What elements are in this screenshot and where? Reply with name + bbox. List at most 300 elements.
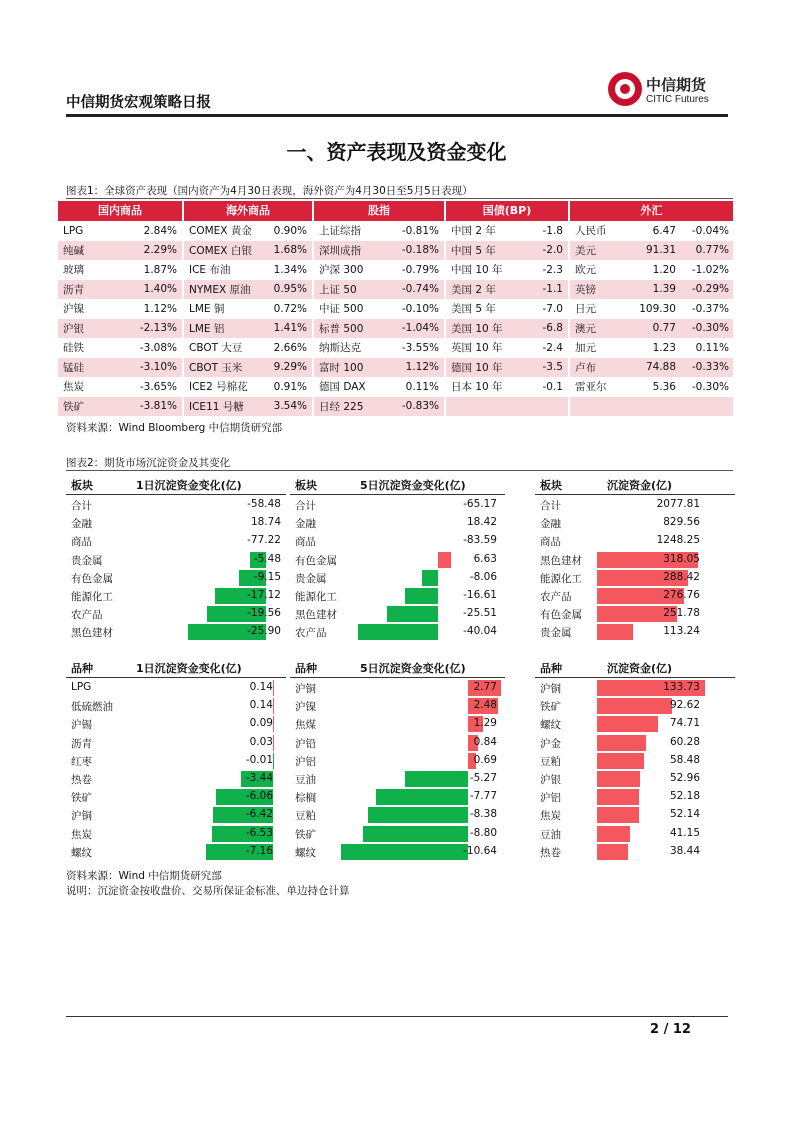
- row-value: 829.56: [663, 516, 700, 529]
- panel-row: [535, 843, 735, 861]
- panel-row: [66, 514, 286, 532]
- panel-header-rule: [66, 677, 286, 678]
- row-value: 1.41%: [273, 322, 307, 335]
- panel-row: [535, 532, 735, 550]
- panel-row: [290, 532, 505, 550]
- citic-logo: [608, 70, 728, 110]
- row-value: -6.8: [542, 322, 563, 335]
- row-label: LME 铝: [189, 322, 225, 335]
- panel-row: [290, 605, 505, 623]
- row-label: 沪锡: [71, 719, 92, 732]
- row-value: 1.87%: [143, 263, 177, 276]
- value-bar: [597, 753, 644, 769]
- row-label: 商品: [71, 536, 92, 549]
- row-value: 0.72%: [273, 302, 307, 315]
- panel-row: [66, 825, 286, 843]
- row-value: 1.40%: [143, 283, 177, 296]
- row-label: 热卷: [540, 846, 561, 859]
- row-label: 日本 10 年: [451, 381, 503, 394]
- row-label: 沥青: [71, 737, 92, 750]
- row-value: 74.71: [669, 717, 700, 730]
- row-value: -3.5: [542, 361, 563, 374]
- fx-rate: 0.77: [652, 322, 676, 335]
- table-row: [58, 358, 182, 378]
- table-row: [446, 241, 568, 261]
- fx-rate: 1.23: [652, 341, 676, 354]
- table-row: [58, 319, 182, 339]
- row-value: 288.42: [663, 570, 700, 583]
- row-label: 商品: [540, 536, 561, 549]
- panel-row: [66, 752, 286, 770]
- row-label: 焦炭: [540, 810, 561, 823]
- panel-col1-header: 品种: [71, 662, 93, 675]
- row-label: 铁矿: [71, 792, 92, 805]
- value-bar: [341, 844, 468, 860]
- row-label: 豆粕: [295, 810, 316, 823]
- fx-change: 0.77%: [695, 244, 729, 257]
- row-value: -7.77: [469, 790, 497, 803]
- row-value: 0.69: [473, 753, 497, 766]
- row-label: 上证综指: [319, 225, 361, 238]
- table-row: [184, 358, 312, 378]
- row-label: ICE2 号棉花: [189, 381, 248, 394]
- table-row: [184, 299, 312, 319]
- row-label: 合计: [71, 500, 92, 512]
- fx-rate: 6.47: [652, 224, 676, 237]
- table-row: [184, 260, 312, 280]
- panel-row: [66, 843, 286, 861]
- row-label: COMEX 白银: [189, 244, 252, 257]
- panel-row: [535, 587, 735, 605]
- row-value: -6.42: [245, 808, 273, 821]
- row-value: 18.74: [250, 516, 281, 529]
- value-bar: [358, 624, 438, 640]
- row-label: 中国 5 年: [451, 244, 496, 257]
- row-label: 豆油: [540, 828, 561, 841]
- bonds-header: 国债(BP): [446, 201, 568, 221]
- row-value: 0.91%: [273, 380, 307, 393]
- panel-col2-header: 1日沉淀资金变化(亿): [136, 479, 242, 492]
- row-value: 92.62: [669, 699, 700, 712]
- panel-sector-1d: [66, 477, 286, 647]
- panel-header-rule: [535, 677, 735, 678]
- row-label: LPG: [63, 224, 84, 237]
- table-indices: [314, 201, 444, 416]
- row-value: 113.24: [663, 625, 700, 638]
- row-label: CBOT 玉米: [189, 361, 243, 374]
- fx-change: -0.04%: [691, 224, 729, 237]
- row-label: CBOT 大豆: [189, 342, 243, 355]
- value-bar: [422, 570, 438, 586]
- row-label: 合计: [295, 500, 316, 512]
- row-value: 2.48: [473, 699, 497, 712]
- panel-row: [535, 770, 735, 788]
- figure2-caption-rule: [66, 470, 733, 471]
- panel-row: [66, 734, 286, 752]
- row-label: 纯碱: [63, 244, 84, 257]
- panel-row: [290, 734, 505, 752]
- row-value: 0.14: [249, 699, 273, 712]
- value-bar: [405, 771, 468, 787]
- row-value: -5.27: [469, 772, 497, 784]
- row-label: 中证 500: [319, 303, 364, 316]
- table-row: [184, 377, 312, 397]
- row-label: 合计: [540, 500, 561, 512]
- row-value: -0.79%: [401, 263, 439, 276]
- table-row: [314, 221, 444, 241]
- panel-row: [290, 587, 505, 605]
- table-row: [570, 299, 733, 319]
- table-row: [184, 397, 312, 417]
- panel-row: [535, 752, 735, 770]
- row-value: -16.61: [463, 589, 497, 601]
- report-title: 中信期货宏观策略日报: [66, 95, 211, 111]
- row-label: 富时 100: [319, 361, 364, 374]
- table-row: [314, 260, 444, 280]
- panel-row: [535, 825, 735, 843]
- row-value: 0.90%: [273, 224, 307, 237]
- panel-row: [290, 752, 505, 770]
- row-value: -6.53: [245, 826, 273, 839]
- panel-row: [290, 496, 505, 514]
- value-bar: [597, 807, 639, 823]
- row-value: 1.68%: [273, 244, 307, 257]
- row-value: -3.81%: [139, 400, 177, 413]
- row-value: -7.0: [542, 302, 563, 315]
- section-title: 一、资产表现及资金变化: [286, 140, 507, 164]
- table-row: [446, 221, 568, 241]
- table-row: [314, 280, 444, 300]
- panel-row: [535, 788, 735, 806]
- fx-change: -0.37%: [691, 302, 729, 315]
- row-label: 低硫燃油: [71, 701, 113, 714]
- panel-col1-header: 板块: [71, 479, 93, 492]
- table-row: [58, 241, 182, 261]
- row-label: 美国 5 年: [451, 303, 496, 316]
- row-value: 38.44: [669, 844, 700, 857]
- row-label: 焦炭: [63, 381, 84, 394]
- table-row: [184, 241, 312, 261]
- row-label: 卢布: [575, 361, 596, 374]
- table-row: [446, 299, 568, 319]
- row-label: 金融: [540, 518, 561, 531]
- value-bar: [405, 588, 438, 604]
- row-label: 螺纹: [295, 846, 316, 859]
- row-label: LME 铜: [189, 303, 225, 316]
- row-value: 9.29%: [273, 361, 307, 374]
- table-row: [58, 221, 182, 241]
- logo-en-text: CITIC Futures: [646, 94, 709, 105]
- panel-row: [535, 715, 735, 733]
- row-label: 锰硅: [63, 361, 84, 374]
- fx-change: 0.11%: [695, 341, 729, 354]
- row-label: 中国 10 年: [451, 264, 503, 277]
- row-label: 中国 2 年: [451, 225, 496, 238]
- figure2-note: 说明：沉淀资金按收盘价、交易所保证金标准、单边持仓计算: [66, 885, 350, 897]
- row-value: -8.06: [469, 570, 497, 583]
- row-label: ICE11 号糖: [189, 400, 244, 413]
- panel-product-total: [535, 660, 735, 860]
- row-value: -17.12: [247, 589, 281, 601]
- row-label: 沥青: [63, 283, 84, 296]
- row-label: 沪铜: [295, 683, 316, 695]
- row-value: 2.84%: [143, 224, 177, 237]
- table-row: [58, 377, 182, 397]
- table-fx: [570, 201, 733, 416]
- panel-row: [290, 697, 505, 715]
- row-label: 硅铁: [63, 342, 84, 355]
- table-row: [446, 260, 568, 280]
- table-row: [58, 280, 182, 300]
- row-value: -0.10%: [401, 302, 439, 315]
- row-value: -83.59: [463, 534, 497, 547]
- row-value: -8.80: [469, 826, 497, 839]
- panel-row: [290, 770, 505, 788]
- row-label: 德国 DAX: [319, 381, 366, 394]
- figure2-source: 资料来源：Wind 中信期货研究部: [66, 870, 222, 882]
- table-row: [314, 319, 444, 339]
- table-row: [184, 221, 312, 241]
- row-value: -3.08%: [139, 341, 177, 354]
- row-value: 318.05: [663, 552, 700, 565]
- row-label: 雷亚尔: [575, 381, 607, 394]
- value-bar: [368, 807, 468, 823]
- panel-row: [290, 514, 505, 532]
- row-label: 金融: [295, 518, 316, 531]
- panel-row: [66, 587, 286, 605]
- row-label: 金融: [71, 518, 92, 531]
- table-row: [446, 319, 568, 339]
- panel-row: [290, 569, 505, 587]
- table-row: [58, 299, 182, 319]
- row-label: 玻璃: [63, 264, 84, 277]
- page-number: 2 / 12: [650, 1022, 691, 1037]
- row-value: -1.1: [542, 283, 563, 296]
- value-bar: [597, 735, 646, 751]
- row-value: 2.66%: [273, 341, 307, 354]
- panel-header-rule: [290, 677, 505, 678]
- row-label: 英国 10 年: [451, 342, 503, 355]
- row-value: -10.64: [463, 844, 497, 857]
- panel-row: [290, 825, 505, 843]
- table-domestic: [58, 201, 182, 416]
- row-value: 52.96: [669, 772, 700, 784]
- panel-col1-header: 品种: [540, 662, 562, 675]
- row-value: 1.34%: [273, 263, 307, 276]
- value-bar: [597, 698, 672, 714]
- table-row: [58, 338, 182, 358]
- row-label: 沪深 300: [319, 264, 364, 277]
- panel-row: [66, 623, 286, 641]
- panel-header-rule: [535, 494, 735, 495]
- table-row: [570, 221, 733, 241]
- row-label: 铁矿: [63, 400, 84, 413]
- panel-row: [66, 496, 286, 514]
- table-row: [314, 358, 444, 378]
- panel-row: [66, 551, 286, 569]
- value-bar: [387, 606, 438, 622]
- panel-row: [66, 770, 286, 788]
- row-label: 焦炭: [71, 828, 92, 841]
- panel-row: [535, 679, 735, 697]
- row-label: 铁矿: [295, 828, 316, 841]
- row-label: 商品: [295, 536, 316, 549]
- row-label: 螺纹: [71, 846, 92, 859]
- panel-header-rule: [290, 494, 505, 495]
- table-row: [570, 397, 733, 417]
- value-bar: [597, 826, 630, 842]
- row-value: 1248.25: [656, 534, 700, 547]
- table-row: [570, 241, 733, 261]
- row-value: 0.14: [249, 681, 273, 693]
- row-label: 能源化工: [540, 572, 582, 585]
- panel-row: [535, 551, 735, 569]
- row-label: 沪金: [540, 737, 561, 750]
- value-bar: [273, 698, 274, 714]
- panel-row: [535, 697, 735, 715]
- row-value: -3.44: [245, 772, 273, 784]
- row-label: 黑色建材: [295, 609, 337, 622]
- table-row: [446, 280, 568, 300]
- panel-row: [290, 843, 505, 861]
- row-label: NYMEX 原油: [189, 283, 251, 296]
- panel-row: [290, 806, 505, 824]
- row-value: 2.77: [473, 681, 497, 693]
- row-value: 0.09: [249, 717, 273, 730]
- row-label: 沪镍: [295, 701, 316, 714]
- panel-row: [66, 569, 286, 587]
- row-value: -0.74%: [401, 283, 439, 296]
- row-label: 螺纹: [540, 719, 561, 732]
- row-label: 黑色建材: [540, 554, 582, 567]
- row-value: -65.17: [463, 498, 497, 510]
- row-label: 上证 50: [319, 283, 357, 296]
- panel-col2-header: 沉淀资金(亿): [607, 662, 673, 675]
- footer-rule: [66, 1016, 728, 1017]
- row-value: 251.78: [663, 607, 700, 620]
- row-value: -6.06: [245, 790, 273, 803]
- table-row: [58, 397, 182, 417]
- panel-row: [66, 806, 286, 824]
- row-label: 沪铝: [295, 755, 316, 768]
- row-label: 美国 2 年: [451, 283, 496, 296]
- panel-row: [290, 679, 505, 697]
- fx-rate: 5.36: [652, 380, 676, 393]
- row-value: -1.04%: [401, 322, 439, 335]
- table-row: [570, 377, 733, 397]
- value-bar: [597, 789, 639, 805]
- fx-rate: 74.88: [645, 361, 676, 374]
- panel-col1-header: 板块: [295, 479, 317, 492]
- row-value: -0.01: [245, 753, 273, 766]
- value-bar: [363, 826, 468, 842]
- row-value: -25.90: [247, 625, 281, 638]
- row-value: -9.15: [253, 570, 281, 583]
- table-row: [58, 260, 182, 280]
- table-row: [314, 377, 444, 397]
- row-value: 52.14: [669, 808, 700, 821]
- table-row: [570, 338, 733, 358]
- row-value: 6.63: [473, 552, 497, 565]
- panel-col1-header: 品种: [295, 662, 317, 675]
- domestic-header: 国内商品: [58, 201, 182, 221]
- row-value: 58.48: [669, 753, 700, 766]
- row-value: 2.29%: [143, 244, 177, 257]
- row-label: 有色金属: [295, 554, 337, 567]
- fx-change: -0.33%: [691, 361, 729, 374]
- row-label: 沪铝: [540, 792, 561, 805]
- panel-row: [290, 715, 505, 733]
- row-value: -3.10%: [139, 361, 177, 374]
- table-overseas: [184, 201, 312, 416]
- row-label: 沪铜: [71, 810, 92, 823]
- table-row: [314, 241, 444, 261]
- table-bonds: [446, 201, 568, 416]
- row-label: 贵金属: [71, 554, 103, 567]
- value-bar: [597, 771, 640, 787]
- table-row: [570, 358, 733, 378]
- row-label: 农产品: [71, 609, 103, 622]
- panel-row: [535, 806, 735, 824]
- table-row: [570, 280, 733, 300]
- row-value: 3.54%: [273, 400, 307, 413]
- row-value: -3.65%: [139, 380, 177, 393]
- panel-row: [290, 551, 505, 569]
- row-label: 沪铜: [540, 683, 561, 695]
- row-value: -3.55%: [401, 341, 439, 354]
- row-value: -0.83%: [401, 400, 439, 413]
- row-value: 2077.81: [656, 498, 700, 510]
- row-value: -0.81%: [401, 224, 439, 237]
- row-label: 有色金属: [540, 609, 582, 622]
- table-row: [570, 260, 733, 280]
- figure2-caption: 图表2：期货市场沉淀资金及其变化: [66, 457, 231, 469]
- row-value: -40.04: [463, 625, 497, 638]
- value-bar: [597, 716, 658, 732]
- row-value: 1.29: [473, 717, 497, 730]
- panel-row: [66, 679, 286, 697]
- figure1-caption-rule: [66, 198, 733, 199]
- row-label: 沪银: [63, 322, 84, 335]
- fx-rate: 1.20: [652, 263, 676, 276]
- value-bar: [597, 624, 633, 640]
- row-label: 红枣: [71, 755, 92, 768]
- row-value: 0.95%: [273, 283, 307, 296]
- fx-rate: 91.31: [645, 244, 676, 257]
- panel-row: [535, 496, 735, 514]
- panel-col2-header: 5日沉淀资金变化(亿): [360, 662, 466, 675]
- row-value: -2.4: [542, 341, 563, 354]
- panel-col2-header: 沉淀资金(亿): [607, 479, 673, 492]
- row-value: -19.56: [247, 607, 281, 620]
- row-label: COMEX 黄金: [189, 225, 252, 238]
- row-value: 1.12%: [143, 302, 177, 315]
- panel-row: [535, 569, 735, 587]
- table-row: [446, 377, 568, 397]
- table-row: [314, 397, 444, 417]
- row-value: -5.48: [253, 552, 281, 565]
- panel-header-rule: [66, 494, 286, 495]
- row-label: 深圳成指: [319, 244, 361, 257]
- panel-product-5d: [290, 660, 505, 860]
- row-label: 有色金属: [71, 572, 113, 585]
- row-label: 热卷: [71, 774, 92, 786]
- panel-product-1d: [66, 660, 286, 860]
- row-label: 人民币: [575, 225, 607, 238]
- value-bar: [273, 680, 274, 696]
- header-rule: [66, 114, 728, 117]
- panel-row: [535, 734, 735, 752]
